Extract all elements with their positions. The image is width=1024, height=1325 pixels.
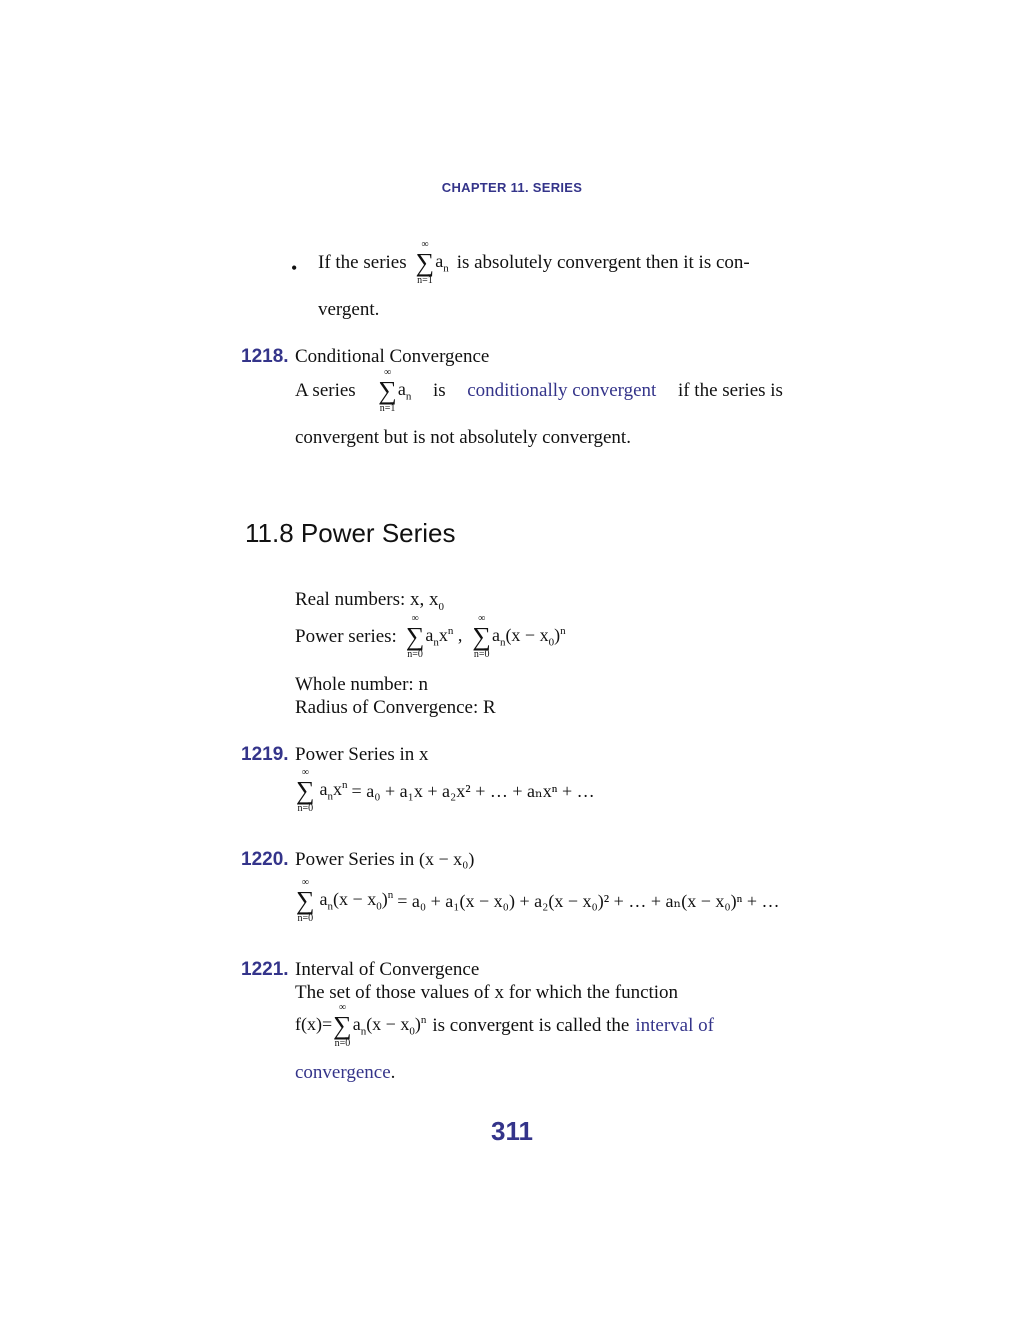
def-radius: Radius of Convergence: R: [295, 697, 496, 718]
def-real-numbers-text: Real numbers: x, x: [295, 589, 439, 610]
entry-title-1221: Interval of Convergence: [295, 959, 480, 980]
entry-1218-line1: [295, 368, 783, 414]
sum-an-formula: ∞ ∑ n=1 $a_n$: [415, 239, 449, 286]
entry-title-1218: Conditional Convergence: [295, 346, 490, 367]
entry-1218-line2: convergent but is not absolutely convergent.: [295, 427, 631, 448]
formula-1220: ∞ ∑ n=0 $a_n(x - x_0)^n$ = a₀ + a₁(x − x₀) + a₂(x − x₀)² + … + aₙ(x − x₀)ⁿ + …: [296, 877, 780, 924]
function-definition-formula: f(x)= ∞ ∑ n=0 $a_n(x - x_0)^n$: [295, 1002, 427, 1049]
chapter-header: CHAPTER 11. SERIES: [441, 180, 583, 195]
formula-1220-rhs: = a₀ + a₁(x − x₀) + a₂(x − x₀)² + … + aₙ(x − x₀)ⁿ + …: [397, 890, 780, 911]
bullet-continuation: vergent.: [318, 299, 380, 320]
term-interval-of: interval of: [635, 1015, 714, 1036]
bullet-dot: •: [291, 258, 298, 278]
term-conditionally-convergent: conditionally convergent: [467, 380, 657, 401]
formula-1219-rhs: = a₀ + a₁x + a₂x² + … + aₙxⁿ + …: [351, 780, 595, 801]
entry-1218-text-b: is: [432, 380, 446, 401]
entry-1221-text-after: is convergent is called the: [432, 1015, 630, 1036]
power-series-formulas: ∞ ∑ n=0 $a_nx^n$ , ∞ ∑ n=0 $a_n(x - x_0)^n$: [405, 613, 566, 660]
bullet-text-after: is absolutely convergent then it is con-: [456, 252, 750, 273]
entry-1221-period: .: [390, 1062, 396, 1083]
sum-an-formula-1218: ∞ ∑ n=1 $a_n$: [378, 367, 412, 414]
def-power-series-label: Power series:: [295, 626, 397, 647]
entry-number-1220: 1220.: [241, 849, 289, 870]
entry-1218-text-a: A series: [295, 380, 356, 401]
bullet-text-before: If the series: [318, 252, 407, 273]
entry-title-1220-expr: (x − x₀): [419, 849, 475, 869]
def-whole-number: Whole number: n: [295, 674, 428, 695]
term-convergence: convergence: [295, 1062, 391, 1083]
entry-1218-text-c: if the series is: [677, 380, 783, 401]
entry-1221-line3: [295, 1062, 395, 1084]
entry-number-1218: 1218.: [241, 346, 289, 367]
entry-title-1220-text: Power Series in: [295, 849, 415, 870]
entry-title-1220: [295, 849, 474, 871]
entry-1221-line2: [295, 1003, 714, 1049]
bullet-line: [318, 240, 750, 286]
page-number: 311: [491, 1116, 533, 1146]
entry-number-1221: 1221.: [241, 959, 289, 980]
def-power-series: [295, 614, 566, 660]
def-real-numbers: Real numbers: x, $x_0$: [295, 589, 445, 613]
entry-title-1219: Power Series in x: [295, 744, 429, 765]
entry-number-1219: 1219.: [241, 744, 289, 765]
entry-1221-line1: The set of those values of x for which the function: [295, 982, 679, 1003]
formula-1219: ∞ ∑ n=0 $a_nx^n$ = a₀ + a₁x + a₂x² + … + aₙxⁿ + …: [296, 767, 595, 814]
section-title: 11.8 Power Series: [245, 518, 456, 548]
